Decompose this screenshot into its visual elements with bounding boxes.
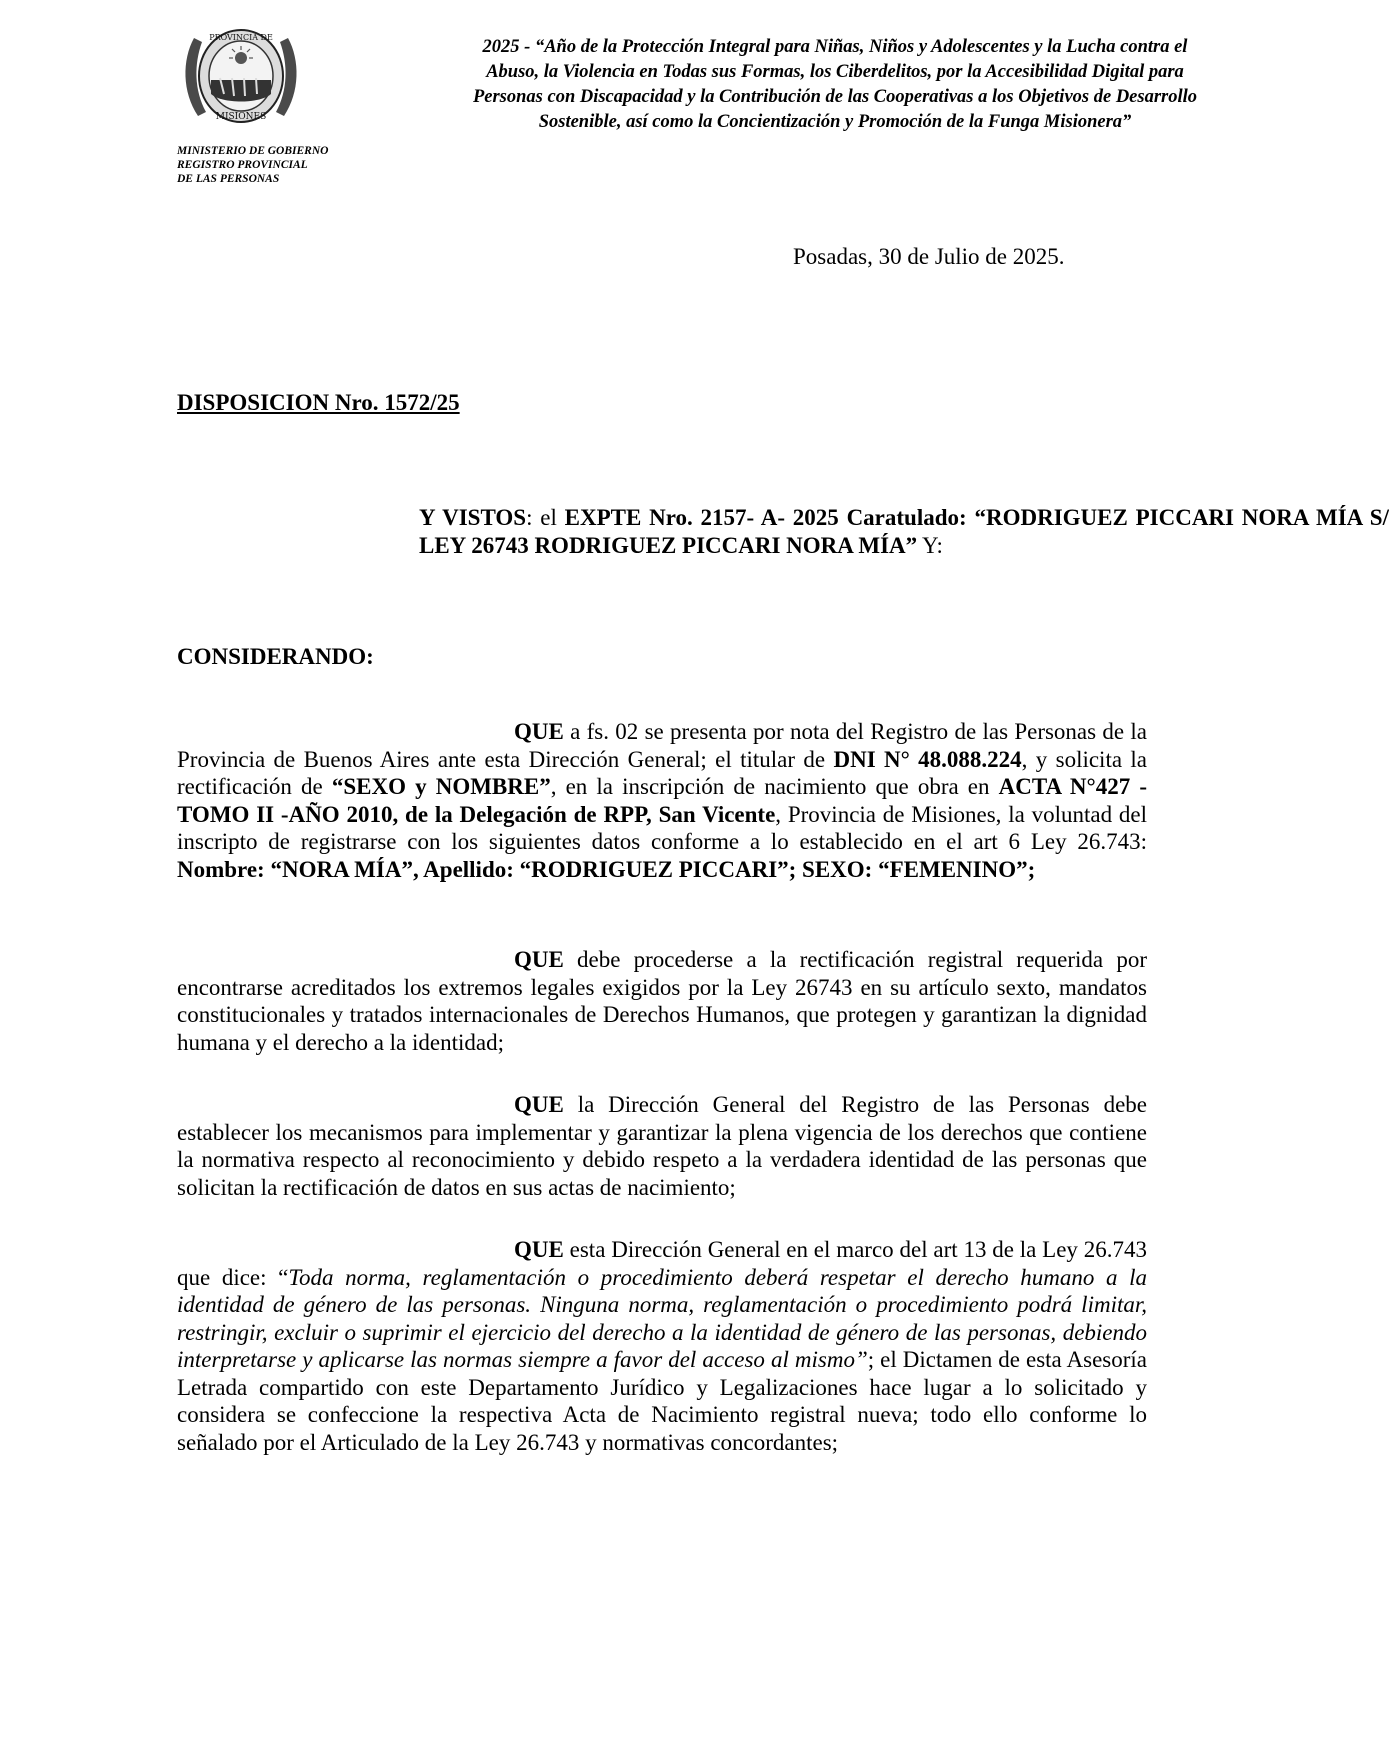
paragraph-text: esta Dirección General en el marco del art 13 de la Ley 26.743 que dice: “ <box>177 1237 1147 1290</box>
ministry-line: MINISTERIO DE GOBIERNO <box>177 145 329 157</box>
que-label: QUE <box>514 719 564 744</box>
expediente-reference: EXPTE Nro. 2157- A- 2025 Caratulado: “RODRIGUEZ PICCARI NORA MÍA S/ LEY 26743 RODRIGUEZ PICCARI NORA MÍA” <box>419 505 1389 558</box>
provincial-seal <box>180 20 302 132</box>
ministry-line: REGISTRO PROVINCIAL <box>177 159 308 171</box>
vistos-paragraph <box>177 504 1389 559</box>
vistos-text: Y: <box>917 532 943 558</box>
que-label: QUE <box>514 1237 564 1262</box>
seal-emblem-icon <box>180 20 302 132</box>
svg-text:PROVINCIA DE: PROVINCIA DE <box>209 33 273 42</box>
svg-text:MISIONES: MISIONES <box>215 112 267 122</box>
paragraph-text: , en la inscripción de nacimiento que obra en <box>550 774 999 799</box>
vistos-label: Y VISTOS <box>419 505 527 530</box>
new-data: Nombre: “NORA MÍA”, Apellido: “RODRIGUEZ PICCARI”; SEXO: “FEMENINO”; <box>177 856 1036 882</box>
law-quote: Toda norma, reglamentación o procedimiento deberá respetar el derecho humano a la identidad de género de las personas. Ninguna norma, reglamentación o procedimiento podrá limitar, restringir, excluir o suprimir el ejercicio del derecho a la identidad de género de las personas, debiendo interpretarse y aplicarse las normas siempre a favor del acceso al mismo” <box>177 1264 1147 1372</box>
ministry-line: DE LAS PERSONAS <box>177 173 280 185</box>
dni-number: DNI N° 48.088.224 <box>833 746 1022 772</box>
paragraph-text: debe procederse a la rectificación registral requerida por encontrarse acreditados los extremos legales exigidos por la Ley 26743 en su artículo sexto, mandatos constitucionales y tratados internacionales de Derechos Humanos, que protegen y garantizan la dignidad humana y el derecho a la identidad; <box>177 947 1147 1055</box>
paragraph-text: la Dirección General del Registro de las Personas debe establecer los mecanismos para implementar y garantizar la plena vigencia de los derechos que contiene la normativa respecto al reconocimiento y debido respeto a la verdadera identidad de las personas que solicitan la rectificación de datos en sus actas de nacimiento; <box>177 1092 1147 1200</box>
acta-reference: ACTA N°427 - TOMO II -AÑO 2010, de la Delegación de RPP, San Vicente <box>177 774 1148 827</box>
considerando-paragraph-1 <box>177 718 1147 883</box>
que-label: QUE <box>514 947 564 972</box>
considerando-paragraph-3 <box>177 1091 1147 1201</box>
document-date: Posadas, 30 de Julio de 2025. <box>793 244 1065 269</box>
ministry-header <box>177 144 417 186</box>
document-title: DISPOSICION Nro. 1572/25 <box>177 390 460 415</box>
considerando-paragraph-4 <box>177 1236 1147 1456</box>
considerando-heading: CONSIDERANDO: <box>177 644 374 669</box>
vistos-text: : el <box>526 505 565 530</box>
year-motto: 2025 - “Año de la Protección Integral para Niñas, Niños y Adolescentes y la Lucha contra el Abuso, la Violencia en Todas sus Formas, los Ciberdelitos, por la Accesibilidad Digital para Personas con Discapacidad y la Contribución de las Cooperativas a los Objetivos de Desarrollo Sostenible, así como la Concientización y Promoción de la Funga Misionera” <box>472 37 1198 132</box>
considerando-paragraph-2 <box>177 946 1147 1056</box>
que-label: QUE <box>514 1092 564 1117</box>
paragraph-text: a fs. 02 se presenta por nota del Registro de las Personas de la Provincia de Buenos Aires ante esta Dirección General; el titular de <box>177 719 1147 772</box>
paragraph-text: , y solicita la rectificación de <box>177 746 1147 799</box>
rectification-fields: “SEXO y NOMBRE” <box>331 774 551 799</box>
paragraph-text: ; el Dictamen de esta Asesoría Letrada compartido con este Departamento Jurídico y Legalizaciones hace lugar a lo solicitado y considera se confeccione la respectiva Acta de Nacimiento registral nueva; todo ello conforme lo señalado por el Articulado de la Ley 26.743 y normativas concordantes; <box>177 1347 1147 1455</box>
paragraph-text: , Provincia de Misiones, la voluntad del inscripto de registrarse con los siguientes datos conforme a lo establecido en el art 6 Ley 26.743: <box>177 801 1147 854</box>
